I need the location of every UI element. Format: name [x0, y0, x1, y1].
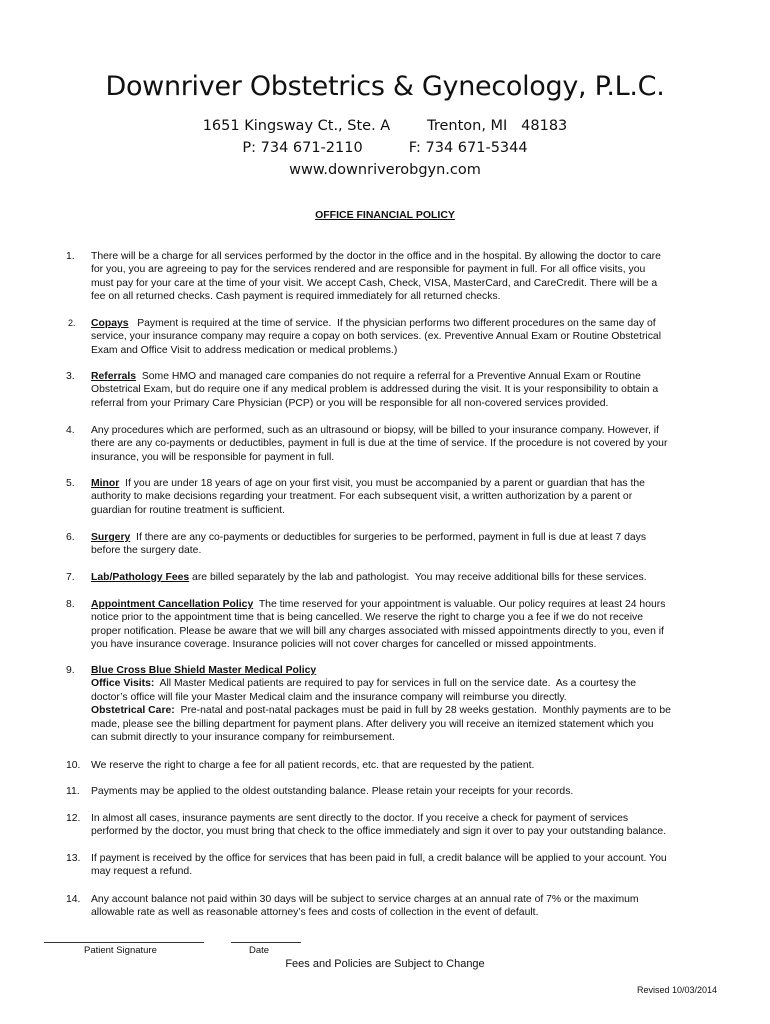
item-text: there are any co-payments or deductibles, payment in full is due at the time of service. If the procedure is not covered by your: [91, 438, 668, 450]
item-text: must pay for your care at the time of your visit. We accept Cash, Check, VISA, MasterCard, and CareCredit. There will be a: [91, 277, 658, 289]
item-heading: Referrals: [91, 371, 137, 382]
item-heading: Lab/Pathology Fees: [91, 572, 190, 583]
item-number: 13.: [66, 853, 81, 864]
item-number: 5.: [66, 478, 75, 489]
item-body: [91, 370, 721, 410]
item-heading: Copays: [91, 318, 129, 329]
item-text: If payment is received by the office for services that has been paid in full, a credit balance will be applied to your account. You: [91, 853, 667, 864]
office-visits-label: Office Visits:: [91, 678, 155, 690]
item-number: 7.: [66, 572, 75, 583]
practice-name: Downriver Obstetrics & Gynecology, P.L.C.: [105, 71, 665, 102]
item-body: [91, 759, 721, 772]
item-text: If there are any co-payments or deductibles for surgeries to be performed, payment in full is due at least 7 days: [130, 532, 647, 543]
item-heading: Minor: [91, 478, 120, 489]
patient-signature-line[interactable]: [44, 942, 204, 943]
item-number: 12.: [66, 813, 81, 824]
item-body: [91, 812, 721, 839]
address-line: 1651 Kingsway Ct., Ste. A Trenton, MI 48183: [202, 118, 568, 134]
item-text: notice prior to the appointment time that is being cancelled. We reserve the right to charge you a fee if we do not receive: [91, 612, 643, 624]
item-text: Payment is required at the time of service. If the physician performs two different procedures on the same day of: [128, 318, 656, 329]
item-body: [91, 893, 721, 920]
item-body: [91, 477, 721, 517]
item-text: Any account balance not paid within 30 days will be subject to service charges at an annual rate of 7% or the maximum: [91, 894, 639, 905]
item-heading: Blue Cross Blue Shield Master Medical Policy: [91, 665, 317, 676]
item-text: Pre-natal and post-natal packages must be paid in full by 28 weeks gestation. Monthly payments are to be: [174, 705, 671, 717]
item-body: [91, 250, 721, 304]
item-text: referral from your Primary Care Physician (PCP) or you will be responsible for all non-covered services provided.: [91, 397, 609, 409]
item-text: Payments may be applied to the oldest outstanding balance. Please retain your receipts for your records.: [91, 786, 574, 797]
item-text: may request a refund.: [91, 866, 193, 878]
revised-date: Revised 10/03/2014: [637, 985, 718, 995]
item-text: Exam and Office Visit to address medication or medical problems.): [91, 344, 398, 356]
item-body: [91, 424, 721, 464]
item-body: [91, 852, 721, 879]
item-body: [91, 664, 721, 744]
item-text: fee on all returned checks. Cash payment is required immediately for all returned checks.: [91, 291, 501, 303]
date-line[interactable]: [231, 942, 301, 943]
item-text: insurance, you will be responsible for payment in full.: [91, 451, 335, 463]
item-body: [91, 785, 721, 798]
item-number: 14.: [66, 894, 81, 905]
item-text: for you, you are agreeing to pay for the services rendered and are responsible for payment in full. For all office visits, you: [91, 264, 646, 276]
item-number: 4.: [66, 425, 75, 436]
item-body: [91, 598, 721, 652]
item-text: service, your insurance company may require a copay on both services. (ex. Preventive Annual Exam or Routine Obstetrical: [91, 331, 662, 343]
item-text: before the surgery date.: [91, 545, 202, 557]
item-text: can submit directly to your insurance company for reimbursement.: [91, 732, 395, 744]
patient-signature-label: Patient Signature: [84, 945, 157, 956]
policy-title: OFFICE FINANCIAL POLICY: [315, 209, 455, 221]
item-text: Obstetrical Exam, but do require one if any medical problem is addressed during the visit. It is your responsibility to obtain a: [91, 384, 659, 396]
fees-notice: Fees and Policies are Subject to Change: [285, 958, 485, 970]
item-body: [91, 571, 721, 584]
website: www.downriverobgyn.com: [289, 162, 481, 178]
item-number: 9.: [66, 665, 75, 676]
item-text: are billed separately by the lab and pathologist. You may receive additional bills for these services.: [189, 572, 647, 583]
item-text: All Master Medical patients are required to pay for services in full on the service date. As a courtesy the: [154, 678, 636, 690]
item-text: In almost all cases, insurance payments are sent directly to the doctor. If you receive a check for payment of services: [91, 813, 629, 824]
item-number: 11.: [66, 786, 80, 797]
item-number: 10.: [66, 760, 81, 771]
item-number: 8.: [66, 599, 75, 610]
item-text: doctor’s office will file your Master Medical claim and the insurance company will reimburse you directly.: [91, 691, 567, 703]
item-text: proper notification. Please be aware that we will bill any charges associated with missed appointments directly to you, even if: [91, 625, 664, 637]
item-text: performed by the doctor, you must bring that check to the office immediately and sign it over to pay your outstanding balance.: [91, 826, 667, 838]
item-number: 1.: [66, 251, 75, 262]
item-number: 3.: [66, 371, 75, 382]
item-text: We reserve the right to charge a fee for all patient records, etc. that are requested by the patient.: [91, 760, 535, 771]
date-label: Date: [249, 945, 270, 956]
item-text: allowable rate as well as reasonable attorney’s fees and costs of collection in the event of default.: [91, 907, 539, 919]
item-number: 2.: [68, 318, 76, 328]
item-body: [91, 317, 721, 357]
item-body: [91, 531, 721, 558]
item-text: There will be a charge for all services performed by the doctor in the office and in the hospital. By allowing the doctor to care: [91, 251, 661, 262]
item-text: The time reserved for your appointment is valuable. Our policy requires at least 24 hours: [253, 599, 666, 610]
item-text: guardian for routine treatment is sufficient.: [91, 504, 285, 516]
phone-fax-line: P: 734 671-2110 F: 734 671-5344: [242, 140, 528, 156]
item-text: Any procedures which are performed, such as an ultrasound or biopsy, will be billed to your insurance company. However, if: [91, 425, 659, 436]
item-text: made, please see the billing department for payment plans. After delivery you will receive an itemized statement which you: [91, 718, 654, 730]
item-text: Some HMO and managed care companies do not require a referral for a Preventive Annual Exam or Routine: [136, 371, 641, 382]
item-text: If you are under 18 years of age on your first visit, you must be accompanied by a parent or guardian that has the: [119, 478, 645, 489]
item-heading: Appointment Cancellation Policy: [91, 599, 254, 610]
item-number: 6.: [66, 532, 75, 543]
item-text: authority to make decisions regarding your treatment. For each subsequent visit, a written authorization by a parent or: [91, 491, 633, 503]
item-heading: Surgery: [91, 532, 131, 543]
item-text: you have insurance coverage. Insurance policies will not cover charges for cancelled or missed appointments.: [91, 639, 597, 651]
obstetrical-care-label: Obstetrical Care:: [91, 705, 175, 717]
